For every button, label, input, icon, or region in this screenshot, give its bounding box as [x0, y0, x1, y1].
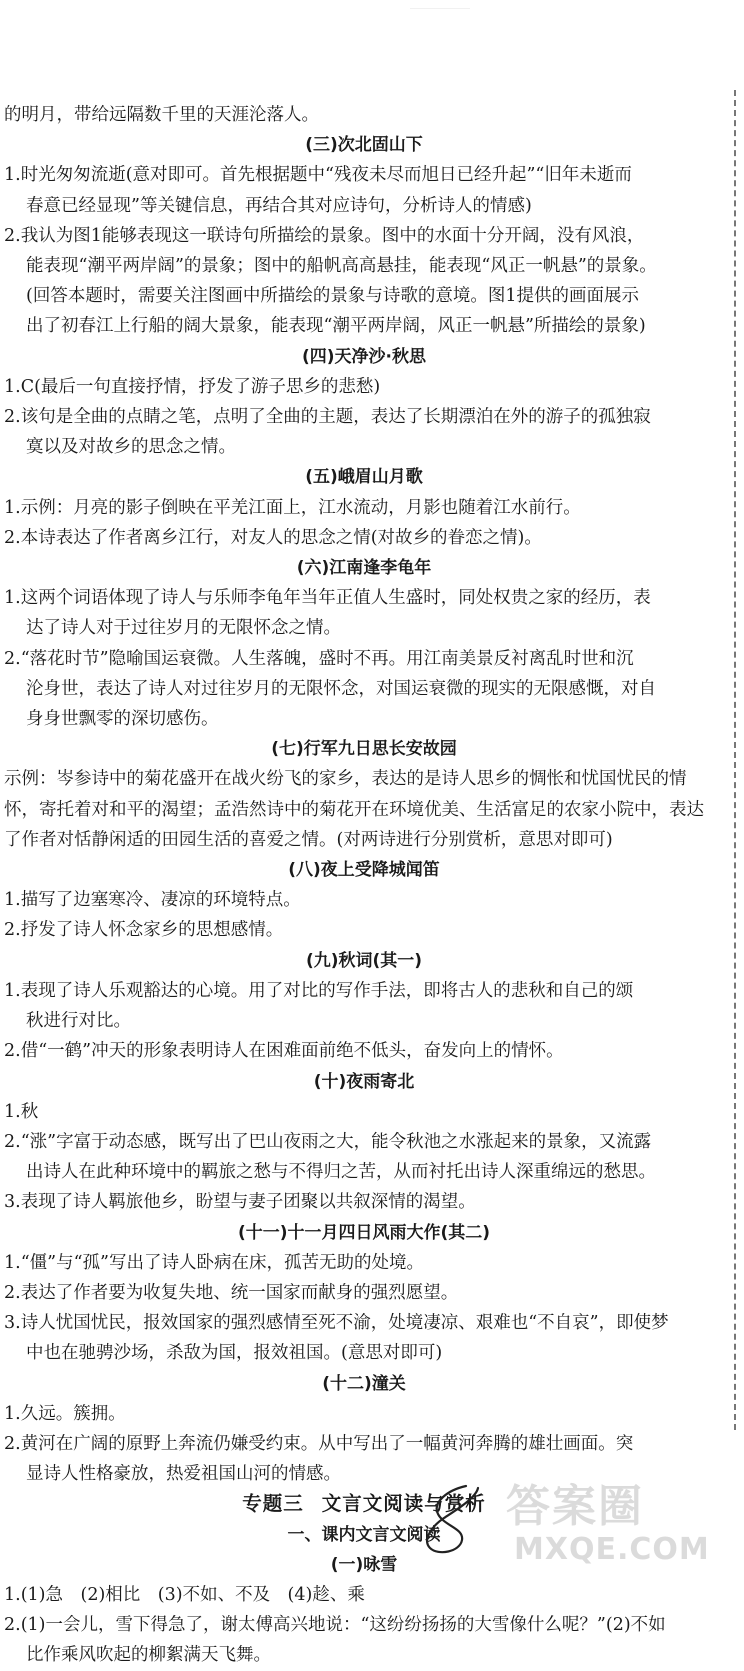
answer-line: 2.我认为图1能够表现这一联诗句所描绘的景象。图中的水面十分开阔，没有风浪，	[4, 225, 645, 246]
answer-line: 1.时光匆匆流逝(意对即可。首先根据题中“残夜未尽而旭日已经升起”“旧年未逝而	[4, 165, 632, 186]
answer-line: 2.(1)一会儿，雪下得急了，谢太傅高兴地说：“这纷纷扬扬的大雪像什么呢？”(2)不如	[4, 1615, 666, 1636]
section-heading: (四)天净沙·秋思	[302, 346, 426, 367]
answer-line: 2.黄河在广阔的原野上奔流仍嫌受约束。从中写出了一幅黄河奔腾的雄壮画面。突	[4, 1433, 634, 1454]
answer-line: 1.C(最后一句直接抒情，抒发了游子思乡的悲愁)	[4, 376, 381, 397]
section-heading: (十二)潼关	[322, 1373, 406, 1394]
answer-line: 了作者对恬静闲适的田园生活的喜爱之情。(对两诗进行分别赏析，意思对即可)	[4, 829, 613, 850]
topic-title: 文言文阅读与赏析	[321, 1492, 486, 1516]
answer-line: 怀，寄托着对和平的渴望；孟浩然诗中的菊花开在环境优美、生活富足的农家小院中，表达	[4, 799, 704, 820]
dashed-margin-rule	[734, 90, 736, 1430]
section-heading: (三)次北固山下	[305, 135, 423, 156]
answer-line: 2.“涨”字富于动态感，既写出了巴山夜雨之大，能令秋池之水涨起来的景象，又流露	[4, 1131, 652, 1152]
answer-line: 2.本诗表达了作者离乡江行，对友人的思念之情(对故乡的眷恋之情)。	[4, 527, 542, 548]
answer-continuation-line: 秋进行对比。	[26, 1011, 131, 1032]
section-heading: (八)夜上受降城闻笛	[288, 860, 440, 881]
answer-line: 示例：岑参诗中的菊花盛开在战火纷飞的家乡，表达的是诗人思乡的惆怅和忧国忧民的情	[4, 769, 687, 790]
answer-line: 1.描写了边塞寒冷、凄凉的环境特点。	[4, 890, 301, 911]
answer-line: 1.(1)急 (2)相比 (3)不如、不及 (4)趁、乘	[4, 1584, 365, 1605]
answer-continuation-line: 中也在驰骋沙场，杀敌为国，报效祖国。(意思对即可)	[26, 1343, 443, 1364]
topic-number: 专题三	[242, 1492, 304, 1516]
section-heading: (七)行军九日思长安故园	[271, 739, 457, 760]
answer-continuation-line: 身身世飘零的深切感伤。	[26, 709, 219, 730]
answer-continuation-line: 沦身世，表达了诗人对过往岁月的无限怀念，对国运衰微的现实的无限感慨，对自	[26, 678, 656, 699]
answer-line: 2.表达了作者要为收复失地、统一国家而献身的强烈愿望。	[4, 1282, 459, 1303]
watermark	[500, 1470, 740, 1590]
answer-line: 的明月，带给远隔数千里的天涯沦落人。	[4, 105, 319, 125]
section-heading: (十一)十一月四日风雨大作(其二)	[237, 1222, 491, 1243]
answer-line: 3.诗人忧国忧民，报效国家的强烈感情至死不渝，处境凄凉、艰难也“不自哀”，即使梦	[4, 1313, 669, 1334]
section-heading: (一)咏雪	[330, 1554, 398, 1575]
section-heading: (九)秋词(其一)	[305, 950, 423, 971]
answer-continuation-line: 出了初春江上行船的阔大景象，能表现“潮平两岸阔，风正一帆悬”所描绘的景象)	[26, 316, 646, 337]
answer-line: 1.秋	[4, 1101, 39, 1122]
section-heading: (六)江南逢李龟年	[296, 558, 432, 579]
answer-continuation-line: 出诗人在此种环境中的羁旅之愁与不得归之苦，从而衬托出诗人深重绵远的愁思。	[26, 1162, 656, 1183]
answer-continuation-line: 显诗人性格豪放，热爱祖国山河的情感。	[26, 1464, 341, 1485]
answer-continuation-line: 比作乘风吹起的柳絮满天飞舞。	[26, 1645, 271, 1666]
answer-continuation-line: 寞以及对故乡的思念之情。	[26, 437, 236, 458]
answer-line: 1.示例：月亮的影子倒映在平羌江面上，江水流动，月影也随着江水前行。	[4, 497, 581, 518]
answer-line: 1.“僵”与“孤”写出了诗人卧病在床，孤苦无助的处境。	[4, 1252, 424, 1273]
watermark-url-text: MXQE.COM	[514, 1532, 710, 1567]
answer-line: 1.这两个词语体现了诗人与乐师李龟年当年正值人生盛时，同处权贵之家的经历，表	[4, 588, 651, 609]
answer-line: 3.表现了诗人羁旅他乡，盼望与妻子团聚以共叙深情的渴望。	[4, 1192, 476, 1213]
answer-continuation-line: 春意已经显现”等关键信息，再结合其对应诗句，分析诗人的情感)	[26, 195, 532, 216]
section-heading: (十)夜雨寄北	[313, 1071, 415, 1092]
answer-line: 1.久远。簇拥。	[4, 1403, 126, 1424]
answer-continuation-line: 能表现“潮平两岸阔”的景象；图中的船帆高高悬挂，能表现“风正一帆悬”的景象。	[26, 256, 657, 277]
top-scan-mark	[410, 8, 470, 19]
answer-line: 2.该句是全曲的点睛之笔，点明了全曲的主题，表达了长期漂泊在外的游子的孤独寂	[4, 407, 651, 428]
answer-line: 2.“落花时节”隐喻国运衰微。人生落魄，盛时不再。用江南美景反衬离乱时世和沉	[4, 648, 634, 669]
answer-content	[4, 100, 724, 1671]
section-heading: 一、课内文言文阅读	[287, 1524, 441, 1545]
watermark-logo-text: 答案圈	[506, 1481, 644, 1532]
handwritten-page-number	[418, 1480, 488, 1560]
answer-continuation-line: 达了诗人对于过往岁月的无限怀念之情。	[26, 618, 341, 639]
answer-continuation-line: (回答本题时，需要关注图画中所描绘的景象与诗歌的意境。图1提供的画面展示	[26, 286, 639, 307]
answer-line: 2.借“一鹤”冲天的形象表明诗人在困难面前绝不低头，奋发向上的情怀。	[4, 1041, 564, 1062]
section-heading: (五)峨眉山月歌	[305, 467, 423, 488]
answer-line: 2.抒发了诗人怀念家乡的思想感情。	[4, 920, 284, 941]
answer-line: 1.表现了诗人乐观豁达的心境。用了对比的写作手法，即将古人的悲秋和自己的颂	[4, 980, 634, 1001]
